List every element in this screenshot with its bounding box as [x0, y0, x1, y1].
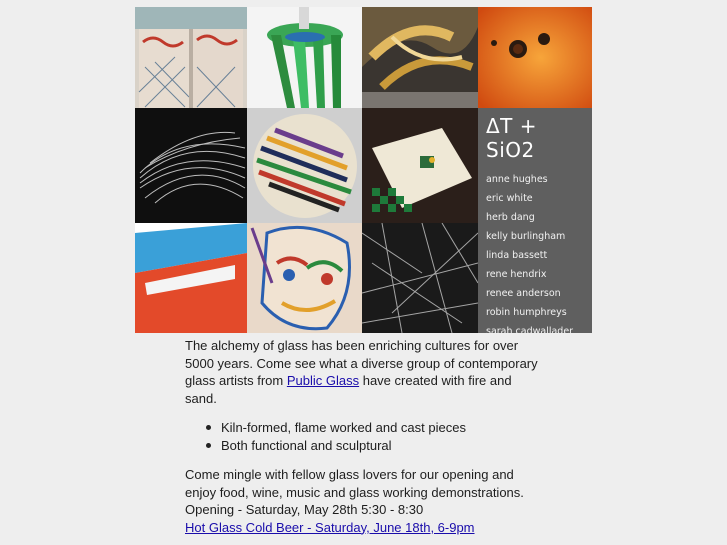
opening-date: Opening - Saturday, May 28th 5:30 - 8:30	[185, 502, 424, 517]
bullet-icon	[206, 443, 211, 448]
mingle-paragraph: Come mingle with fellow glass lovers for our opening and enjoy food, wine, music and glass working demonstrations.	[185, 467, 524, 500]
artwork-image-green-vessel	[247, 7, 362, 108]
artwork-image-checker-dish	[362, 108, 478, 223]
artwork-image-red-blue-glass	[135, 223, 247, 333]
intro-paragraph	[185, 337, 545, 407]
artwork-image-lace-glass	[135, 7, 247, 108]
public-glass-link[interactable]: Public Glass	[286, 373, 360, 388]
intro-text: The alchemy of glass has been enriching cultures for over 5000 years. Come see what a diverse group of contemporary glass artists from	[185, 338, 538, 388]
artist-name: anne hughes	[486, 174, 548, 185]
exhibition-title: ΔT + SiO2	[486, 114, 538, 162]
hot-glass-cold-beer-link[interactable]: Hot Glass Cold Beer - Saturday, June 18th, 6-9pm	[185, 519, 475, 535]
feature-list	[185, 419, 545, 454]
artwork-image-orange-dots	[478, 7, 592, 108]
intro-text-end: have created with fire and sand.	[185, 373, 512, 406]
feature-item	[221, 419, 545, 437]
artwork-image-white-threads	[135, 108, 247, 223]
artist-list	[486, 170, 592, 333]
artist-name: kelly burlingham	[486, 231, 566, 242]
artist-name: herb dang	[486, 212, 535, 223]
artwork-image-painted-face	[247, 223, 362, 333]
artist-name: renee anderson	[486, 288, 561, 299]
exhibition-title-panel	[478, 108, 592, 333]
artist-name: robin humphreys	[486, 307, 567, 318]
artist-name: linda bassett	[486, 250, 548, 261]
artwork-mosaic	[135, 7, 592, 333]
bullet-icon	[206, 425, 211, 430]
artist-name: rene hendrix	[486, 269, 547, 280]
artist-name: eric white	[486, 193, 533, 204]
feature-item	[221, 437, 545, 455]
artwork-image-amber-sculpture	[362, 7, 478, 108]
event-description	[185, 337, 545, 536]
feature-text: Kiln-formed, flame worked and cast pieces	[221, 420, 466, 435]
feature-text: Both functional and sculptural	[221, 437, 392, 453]
artwork-image-crackle-glass	[362, 223, 478, 333]
hot-glass-event	[185, 519, 545, 537]
artwork-image-striped-plate	[247, 108, 362, 223]
artist-name: sarah cadwallader	[486, 326, 574, 333]
